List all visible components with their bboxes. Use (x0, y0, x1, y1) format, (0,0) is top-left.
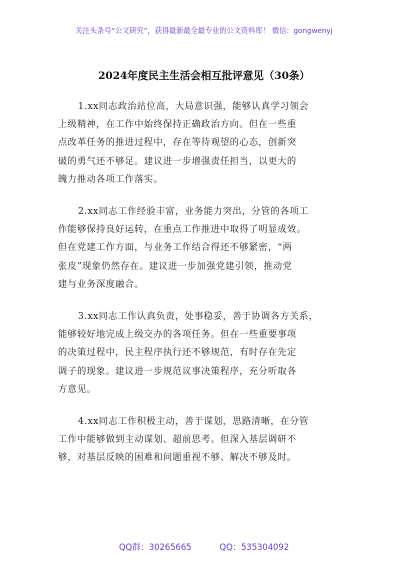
text-line: 但在党建工作方面，与业务工作结合得还不够紧密，“两 (58, 243, 293, 254)
header-promo-note: 关注头条号“公文研究”，获得最新最全最专业的公文资料库！ 微信：gongwenyj (75, 26, 333, 35)
text-line: 调子的现象。建议进一步规范议事决策程序，充分听取各 (58, 366, 297, 377)
text-line: 建与业务深度融合。 (58, 279, 144, 290)
footer-contact (0, 541, 408, 553)
paragraph (58, 308, 360, 399)
text-line: 2.xx同志工作经验丰富，业务能力突出，分管的各项工 (78, 207, 309, 218)
text-line: 方意见。 (58, 384, 97, 395)
text-line: 4.xx同志工作积极主动，善于谋划，思路清晰，在分管 (78, 417, 309, 428)
document-title: 2024年度民主生活会相互批评意见（30条） (98, 70, 310, 82)
text-line: 魄力推动各项工作落实。 (58, 174, 163, 185)
text-line: 的决策过程中，民主程序执行还不够规范，有时存在先定 (58, 348, 297, 359)
text-line: 上级精神，在工作中始终保持正确政治方向。但在一些重 (58, 120, 297, 131)
text-line: 作能够保持良好运转，在重点工作推进中取得了明显成效。 (58, 225, 307, 236)
footer-qq-group: QQ群：30265665 (118, 542, 192, 552)
paragraph (58, 203, 360, 294)
text-line: 工作中能够做到主动谋划、超前思考。但深入基层调研不 (58, 435, 297, 446)
text-line: 1.xx同志政治站位高，大局意识强，能够认真学习领会 (78, 102, 309, 112)
text-line: 够，对基层反映的困难和问题重视不够、解决不够及时。 (58, 453, 297, 464)
text-line: 能够较好地完成上级交办的各项任务。但在一些重要事项 (58, 330, 297, 341)
text-line: 3.xx同志工作认真负责，处事稳妥，善于协调各方关系， (78, 312, 319, 323)
text-line: 破的勇气还不够足。建议进一步增强责任担当，以更大的 (58, 156, 297, 167)
paragraph (58, 98, 360, 189)
document-body (58, 98, 360, 482)
text-line: 张皮”现象仍然存在。建议进一步加强党建引领，推动党 (58, 261, 293, 272)
text-line: 点改革任务的推进过程中，存在等待观望的心态，创新突 (58, 138, 297, 149)
footer-qq: QQ：535304092 (219, 542, 290, 552)
paragraph (58, 413, 360, 468)
